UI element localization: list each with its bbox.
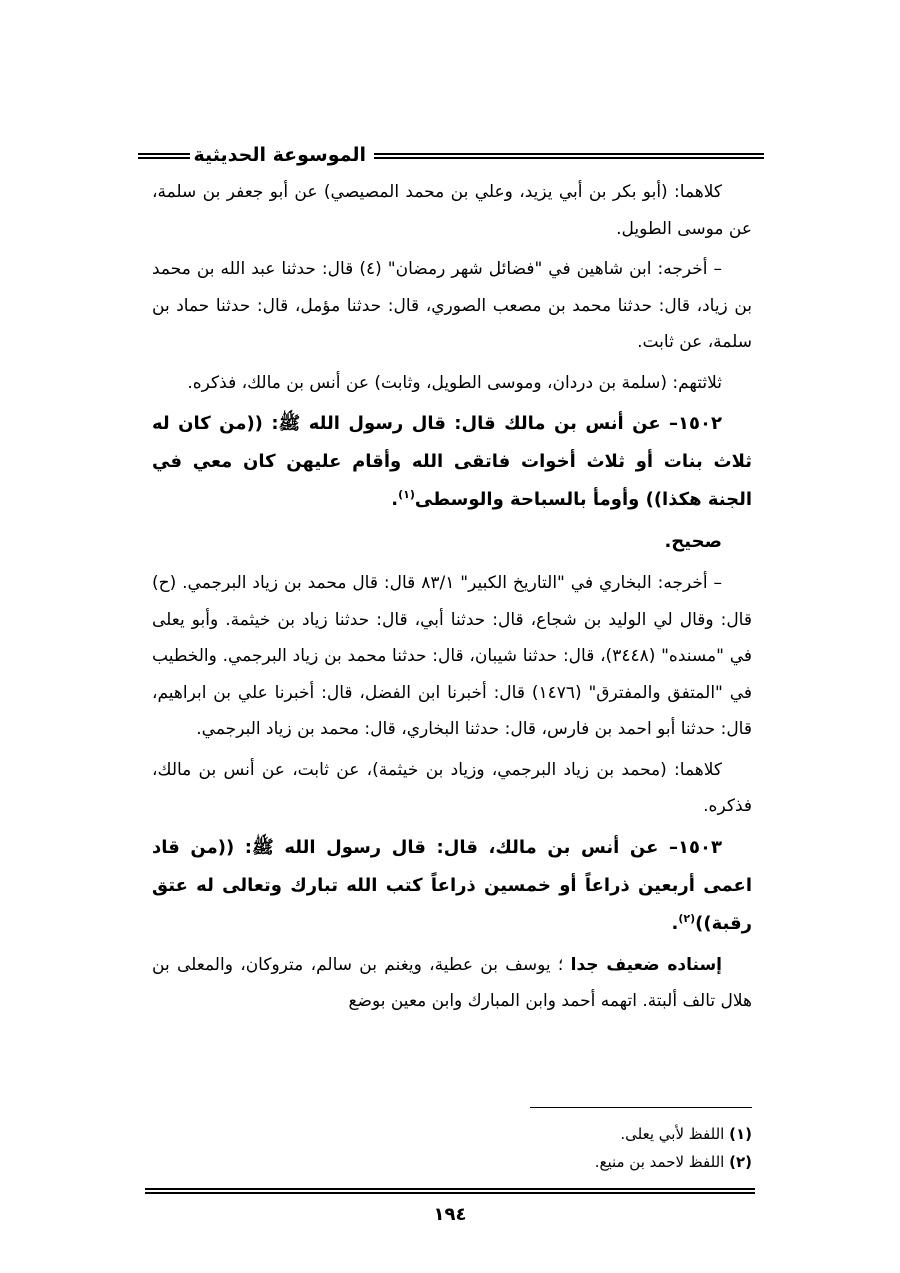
isnad-grade: إسناده ضعيف جدا [570,954,722,975]
paragraph: كلاهما: (أبو بكر بن أبي يزيد، وعلي بن محمد المصيصي) عن أبو جعفر بن سلمة، عن موسى الطويل. [152,182,752,239]
bottom-rule [145,1188,755,1194]
footnote-text: اللفظ لأبي يعلى. [620,1125,725,1143]
grading: صحيح. [664,531,722,552]
paragraph: – أخرجه: البخاري في "التاريخ الكبير" ٨٣/١ قال: قال محمد بن زياد البرجمي. (ح) قال: وقال لي الوليد بن شجاع، قال: حدثنا أبي، قال: حدثنا زياد بن خيثمة. وأبو يعلى في "مسنده" (٣٤٤٨)، قال: حدثنا شيبان، قال: حدثنا محمد بن زياد البرجمي. والخطيب في "المتفق والمفترق" (١٤٧٦) قال: أخبرنا ابن الفضل، قال: أخبرنا علي بن ابراهيم، قال: حدثنا أبو احمد بن فارس، قال: حدثنا البخاري، قال: محمد بن زياد البرجمي. [152,573,753,739]
header-title: الموسوعة الحديثية [193,144,366,166]
footnote-number: (٢) [729,1153,752,1171]
footnote-number: (١) [729,1125,752,1143]
page-number: ١٩٤ [433,1204,467,1225]
isnad-text: ؛ يوسف بن عطية، ويغنم بن سالم، متروكان، والمعلى بن هلال تالف ألبتة. اتهمه أحمد وابن المبارك وابن معين بوضع [152,954,752,1011]
paragraph: ثلاثتهم: (سلمة بن دردان، وموسى الطويل، وثابت) عن أنس بن مالك، فذكره. [187,372,722,393]
footnote-ref: (١) [398,488,415,501]
header-rule-left [138,153,190,159]
hadith-tail: . [671,912,679,934]
main-text [152,174,752,1024]
paragraph: – أخرجه: ابن شاهين في "فضائل شهر رمضان" (٤) قال: حدثنا عبد الله بن محمد بن زياد، قال: حدثنا محمد بن مصعب الصوري، قال: حدثنا مؤمل، قال: حدثنا حماد بن سلمة، عن ثابت. [152,259,752,352]
isnad-paragraph [152,947,752,1020]
hadith-1503 [152,829,752,943]
hadith-tail: . [391,489,399,510]
hadith-text: ١٥٠٢– عن أنس بن مالك قال: قال رسول الله ﷺ: ((من كان له ثلاث بنات أو ثلاث أخوات فاتقى الله وأقام عليهن كان معي في الجنة هكذا)) وأومأ بالسباحة والوسطى [152,413,752,510]
footnote-separator [530,1107,752,1108]
footnote-ref: (٢) [678,911,696,925]
header-rule-right [374,153,764,159]
footnotes [152,1120,752,1176]
footnote-text: اللفظ لاحمد بن منيع. [594,1153,725,1171]
paragraph: كلاهما: (محمد بن زياد البرجمي، وزياد بن خيثمة)، عن ثابت، عن أنس بن مالك، فذكره. [152,759,752,816]
footnote [152,1148,752,1176]
running-header [138,142,764,168]
hadith-1502 [152,405,752,519]
hadith-text: ١٥٠٣– عن أنس بن مالك، قال: قال رسول الله ﷺ: ((من قاد اعمى أربعين ذراعاً أو خمسين ذراعاً كتب الله تبارك وتعالى له عتق رقبة)) [152,836,752,934]
footnote [152,1120,752,1148]
